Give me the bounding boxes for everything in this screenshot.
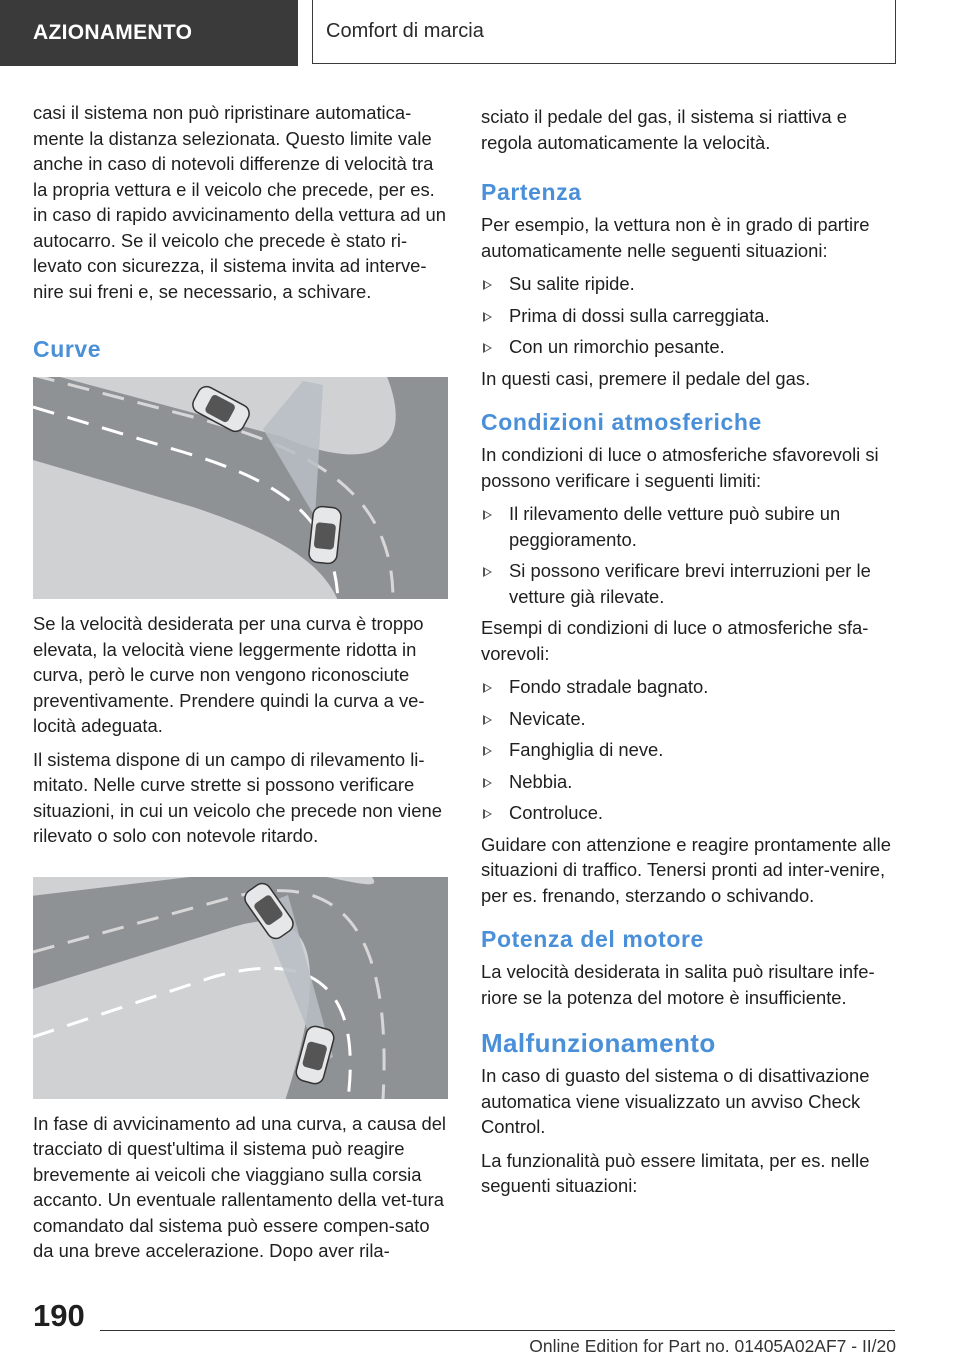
curve-heading: Curve: [33, 336, 102, 362]
list-item: Nevicate.: [481, 706, 893, 732]
atmo-intro: In condizioni di luce o atmosferiche sfavorevoli si possono verificare i seguenti limiti:: [481, 444, 879, 491]
own-car: [308, 506, 342, 565]
subsection-title: Comfort di marcia: [326, 20, 484, 42]
triangle-bullet-icon: [483, 567, 492, 577]
partenza-intro: Per esempio, la vettura non è in grado di partire automaticamente nelle seguenti situazioni:: [481, 214, 870, 261]
triangle-bullet-icon: [483, 809, 492, 819]
curve-illustration-1: [33, 377, 448, 599]
potenza-heading: Potenza del motore: [481, 926, 704, 952]
malf-paragraph-1: In caso di guasto del sistema o di disattivazione automatica viene visualizzato un avviso Check Control.: [481, 1065, 870, 1137]
atmo-examples: Esempi di condizioni di luce o atmosferiche sfa-vorevoli:: [481, 617, 869, 664]
list-item: Il rilevamento delle vetture può subire un peggioramento.: [481, 501, 893, 552]
atmo-after: Guidare con attenzione e reagire prontamente alle situazioni di traffico. Tenersi pronti ad inter-venire, per es. frenando, sterzando o schivando.: [481, 833, 891, 906]
list-item: Si possono verificare brevi interruzioni per le vetture già rilevate.: [481, 558, 893, 609]
triangle-bullet-icon: [483, 715, 492, 725]
section-tab: [0, 0, 298, 66]
partenza-heading: Partenza: [481, 179, 582, 205]
page-number: 190: [33, 1298, 85, 1333]
curve-paragraph-2: Il sistema dispone di un campo di rilevamento li-mitato. Nelle curve strette si possono verificare situazioni, in cui un veicolo che precede non viene rilevato o solo con notevole ritardo.: [33, 748, 442, 846]
triangle-bullet-icon: [483, 312, 492, 322]
left-column: [33, 100, 449, 1272]
atmo-example-list: [481, 674, 893, 826]
atmo-heading: Condizioni atmosferiche: [481, 409, 762, 435]
triangle-bullet-icon: [483, 778, 492, 788]
atmo-list: [481, 501, 893, 609]
partenza-after: In questi casi, premere il pedale del gas.: [481, 367, 811, 389]
curve-illustration-2: [33, 877, 448, 1099]
triangle-bullet-icon: [483, 683, 492, 693]
curve-diagram-2: [33, 877, 448, 1099]
edition-note: Online Edition for Part no. 01405A02AF7 - II/20: [529, 1336, 896, 1356]
triangle-bullet-icon: [483, 746, 492, 756]
curve-paragraph-1: Se la velocità desiderata per una curva è troppo elevata, la velocità viene leggermente ridotta in curva, però le curve non vengono riconosciute preventivamente. Prendere quindi la curva a ve-locità adeguata.: [33, 613, 425, 736]
list-item: Prima di dossi sulla carreggiata.: [481, 303, 893, 329]
list-item: Controluce.: [481, 800, 893, 826]
list-item: Fondo stradale bagnato.: [481, 674, 893, 700]
triangle-bullet-icon: [483, 510, 492, 520]
list-item: Fanghiglia di neve.: [481, 737, 893, 763]
potenza-text: La velocità desiderata in salita può risultare infe-riore se la potenza del motore è insufficiente.: [481, 961, 875, 1008]
continuation-paragraph: sciato il pedale del gas, il sistema si riattiva e regola automaticamente la velocità.: [481, 106, 847, 153]
malf-heading: Malfunzionamento: [481, 1028, 716, 1058]
footer-divider: [100, 1330, 895, 1331]
malf-paragraph-2: La funzionalità può essere limitata, per es. nelle seguenti situazioni:: [481, 1149, 870, 1196]
curve-diagram-1: [33, 377, 448, 599]
intro-paragraph: casi il sistema non può ripristinare automatica-mente la distanza selezionata. Questo limite vale anche in caso di notevoli differenze di velocità tra la propria vettura e il veicolo che precede, per es. in caso di rapido avvicinamento della vettura ad un autocarro. Se il veicolo che precede è stato ri-levato con sicurezza, il sistema invita ad interve-nire sui freni e, se necessario, a schivare.: [33, 102, 447, 302]
list-item: Con un rimorchio pesante.: [481, 334, 893, 360]
subsection-tab: [312, 0, 896, 64]
list-item: Su salite ripide.: [481, 271, 893, 297]
list-item: Nebbia.: [481, 769, 893, 795]
triangle-bullet-icon: [483, 280, 492, 290]
section-title: AZIONAMENTO: [33, 21, 193, 44]
curve-paragraph-3: In fase di avvicinamento ad una curva, a causa del tracciato di quest'ultima il sistema può reagire brevemente ai veicoli che viaggiano sulla corsia accanto. Un eventuale rallentamento della vet-tura comandato dal sistema può essere compen-sato da una breve accelerazione. Dopo aver rila-: [33, 1112, 447, 1261]
right-column: [481, 104, 893, 1207]
triangle-bullet-icon: [483, 343, 492, 353]
partenza-list: [481, 271, 893, 360]
